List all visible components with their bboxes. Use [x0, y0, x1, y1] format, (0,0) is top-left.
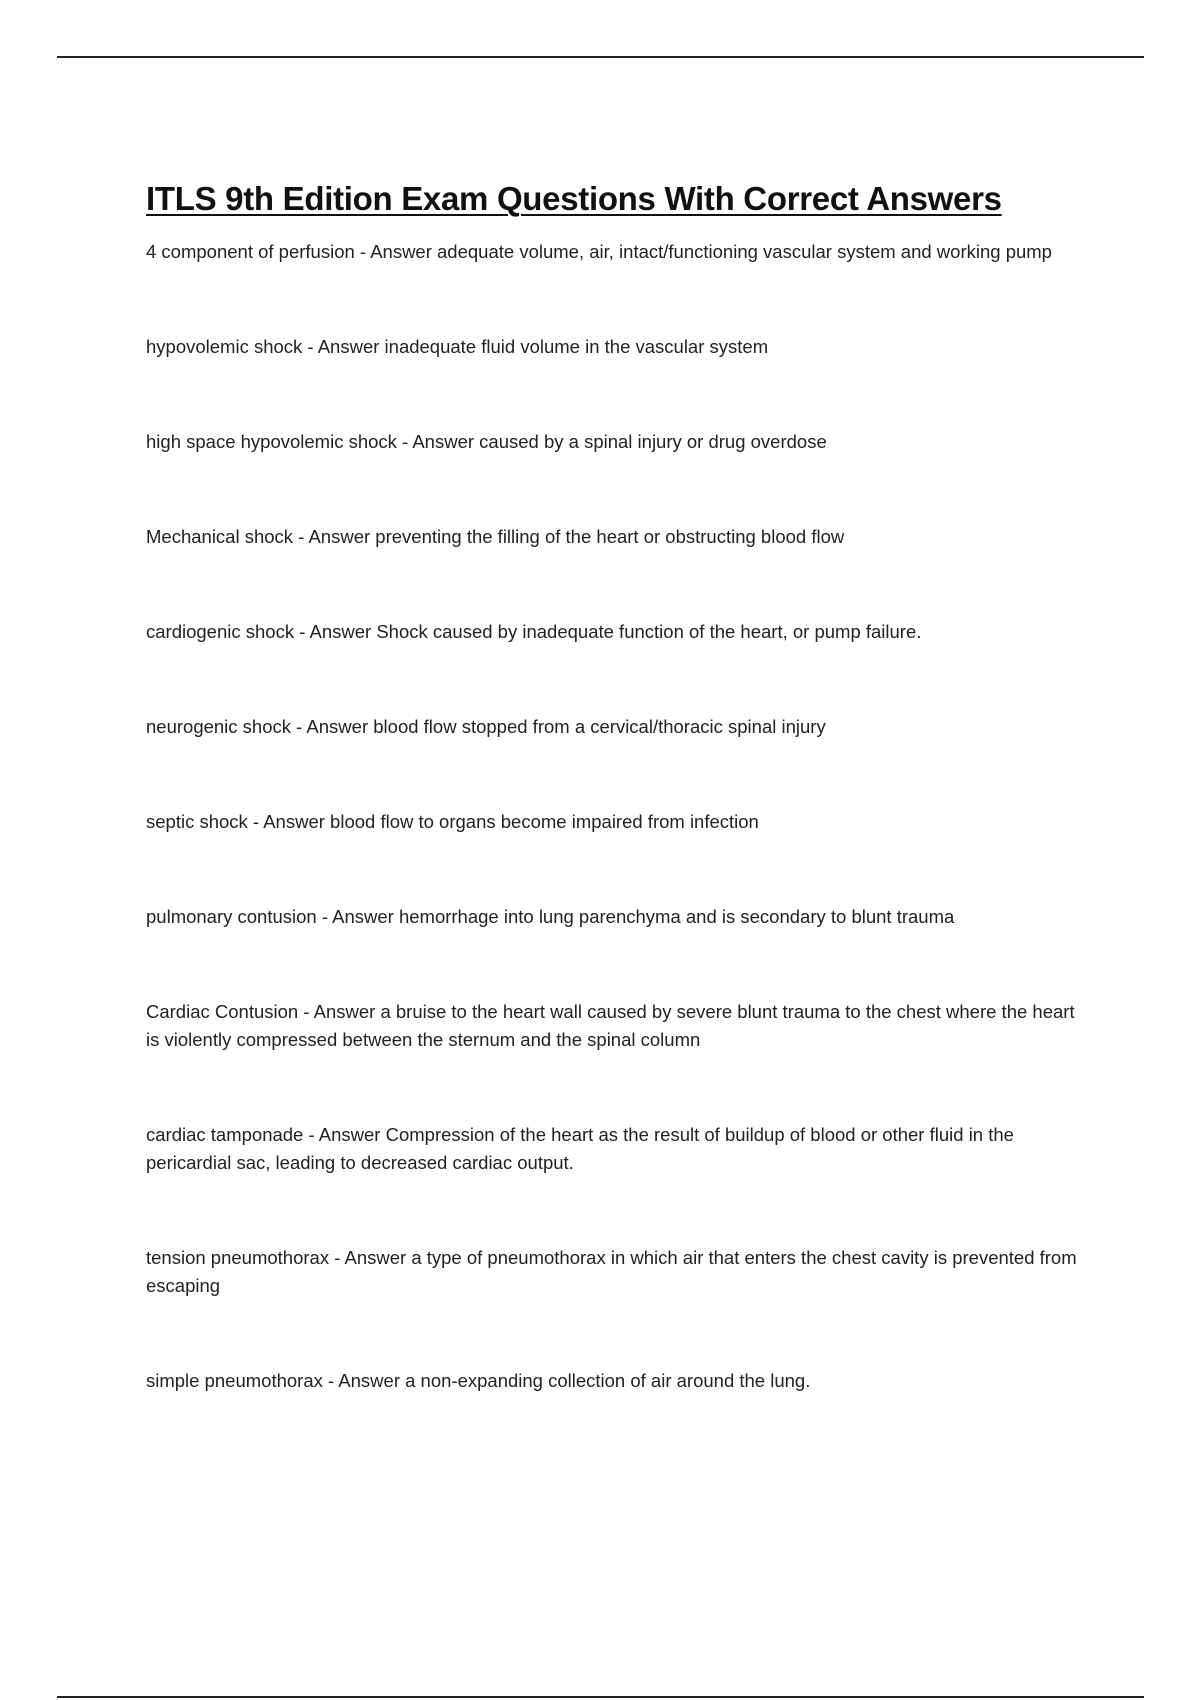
qa-entry: hypovolemic shock - Answer inadequate fluid volume in the vascular system — [146, 336, 769, 357]
qa-entry: Mechanical shock - Answer preventing the filling of the heart or obstructing blood flow — [146, 526, 845, 547]
document-title: ITLS 9th Edition Exam Questions With Correct Answers — [146, 180, 1002, 217]
qa-entry: tension pneumothorax - Answer a type of pneumothorax in which air that enters the chest cavity is prevented from escaping — [146, 1247, 1077, 1296]
qa-entry: cardiogenic shock - Answer Shock caused by inadequate function of the heart, or pump failure. — [146, 621, 922, 642]
qa-list — [146, 238, 1088, 1395]
top-rule — [57, 56, 1144, 58]
qa-entry: simple pneumothorax - Answer a non-expanding collection of air around the lung. — [146, 1370, 811, 1391]
document-body — [146, 180, 1088, 1462]
qa-entry: 4 component of perfusion - Answer adequate volume, air, intact/functioning vascular system and working pump — [146, 241, 1052, 262]
qa-entry: cardiac tamponade - Answer Compression of the heart as the result of buildup of blood or other fluid in the pericardial sac, leading to decreased cardiac output. — [146, 1124, 1014, 1173]
bottom-rule — [57, 1696, 1144, 1698]
qa-entry: neurogenic shock - Answer blood flow stopped from a cervical/thoracic spinal injury — [146, 716, 826, 737]
qa-entry: pulmonary contusion - Answer hemorrhage into lung parenchyma and is secondary to blunt trauma — [146, 906, 955, 927]
qa-entry: high space hypovolemic shock - Answer caused by a spinal injury or drug overdose — [146, 431, 827, 452]
qa-entry: Cardiac Contusion - Answer a bruise to the heart wall caused by severe blunt trauma to the chest where the heart is violently compressed between the sternum and the spinal column — [146, 1001, 1075, 1050]
qa-entry: septic shock - Answer blood flow to organs become impaired from infection — [146, 811, 759, 832]
